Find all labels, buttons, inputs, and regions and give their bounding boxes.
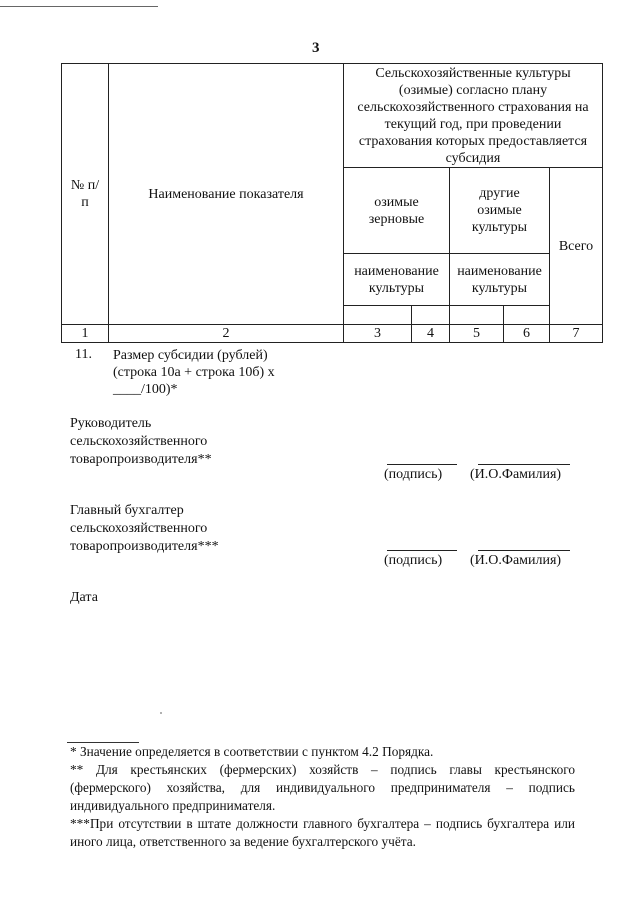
accountant-signature-label: Главный бухгалтер сельскохозяйственного товаропроизводителя*** [70,503,219,554]
total-header: Всего [550,168,603,325]
column-number: 5 [450,325,504,343]
footnote-2: ** Для крестьянских (фермерских) хозяйств – подпись главы крестьянского (фермерского) хозяйства, для индивидуального предпринимателя – подпись индивидуального предпринимателя. [70,762,575,813]
column-number: 2 [109,325,344,343]
name-line [478,550,570,551]
signature-line [387,464,457,465]
name-line [478,464,570,465]
column-number: 6 [504,325,550,343]
name-caption: (И.О.Фамилия) [470,553,562,568]
row-11-number: 11. [75,347,92,362]
crop-name-header-2: наименование культуры [450,254,550,306]
name-caption: (И.О.Фамилия) [470,467,562,482]
column-number: 1 [62,325,109,343]
column-number: 3 [344,325,412,343]
col-name-header: Наименование показателя [109,64,344,325]
top-rule [0,6,158,7]
empty-subcell [504,306,550,325]
crop-name-header-1: наименование культуры [344,254,450,306]
subsidy-table [61,63,603,343]
footnote-3: ***При отсутствии в штате должности главного бухгалтера – подпись бухгалтера или иного лица, ответственного за ведение бухгалтерского учёта. [70,816,575,849]
column-number-row [62,325,603,343]
crops-header: Сельскохозяйственные культуры (озимые) согласно плану сельскохозяйственного страхования на текущий год, при проведении страхования которых предоставляется субсидия [344,64,603,168]
signature-caption: (подпись) [384,553,443,568]
empty-subcell [450,306,504,325]
empty-subcell [344,306,412,325]
column-number: 7 [550,325,603,343]
empty-subcell [412,306,450,325]
col-num-header: № п/п [62,64,109,325]
page-number: 3 [312,40,320,56]
column-number: 4 [412,325,450,343]
date-label: Дата [70,590,98,605]
row-11-text: Размер субсидии (рублей) (строка 10а + строка 10б) x ____/100)* [113,348,275,397]
other-winter-header: другие озимые культуры [450,168,550,254]
scan-speck [160,712,162,714]
signature-caption: (подпись) [384,467,443,482]
winter-grain-header: озимые зерновые [344,168,450,254]
footnote-1: * Значение определяется в соответствии с пунктом 4.2 Порядка. [70,744,434,759]
signature-line [387,550,457,551]
head-signature-label: Руководитель сельскохозяйственного товаропроизводителя** [70,416,212,467]
